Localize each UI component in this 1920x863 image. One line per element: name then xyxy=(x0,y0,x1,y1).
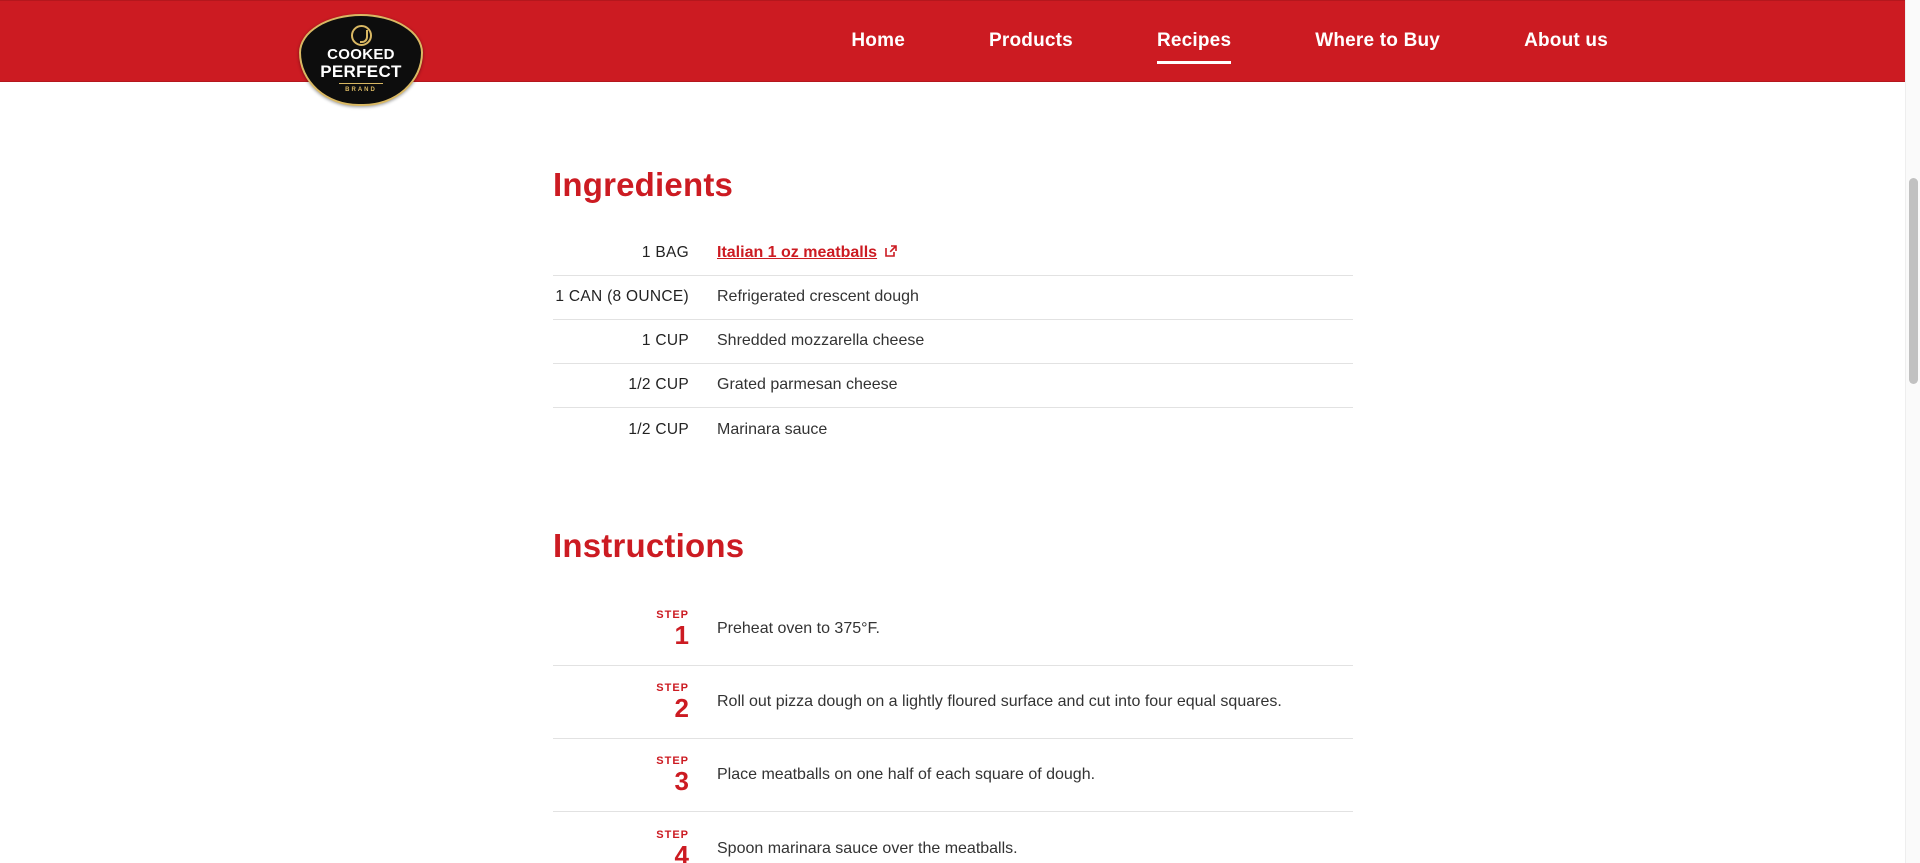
site-header xyxy=(0,0,1920,93)
ingredient-name: Marinara sauce xyxy=(703,407,1353,451)
table-row xyxy=(553,363,1353,407)
table-row xyxy=(553,666,1353,739)
step-label: STEP xyxy=(656,828,689,841)
external-link-icon[interactable] xyxy=(884,244,898,263)
step-label: STEP xyxy=(656,682,689,695)
step-label: STEP xyxy=(656,609,689,621)
page-scrollbar[interactable] xyxy=(1905,0,1920,863)
step-label: STEP xyxy=(656,755,689,768)
step-marker xyxy=(553,593,703,666)
step-number: 3 xyxy=(674,766,689,797)
step-marker xyxy=(553,666,703,739)
step-number: 4 xyxy=(674,839,689,863)
table-row xyxy=(553,275,1353,319)
instructions-table xyxy=(553,593,1353,863)
step-marker xyxy=(553,812,703,863)
logo-line-1: COOKED xyxy=(327,45,395,63)
nav-item-about-us[interactable]: About us xyxy=(1524,30,1608,51)
step-number: 2 xyxy=(674,693,689,724)
step-text: Roll out pizza dough on a lightly floured surface and cut into four equal squares. xyxy=(703,666,1353,739)
swirl-icon xyxy=(351,25,372,46)
ingredients-heading: Ingredients xyxy=(553,166,734,203)
step-number: 1 xyxy=(674,620,689,650)
logo-divider xyxy=(339,83,383,84)
table-row xyxy=(553,739,1353,812)
nav-item-where-to-buy[interactable]: Where to Buy xyxy=(1315,30,1441,51)
table-row xyxy=(553,231,1353,275)
nav-item-products[interactable]: Products xyxy=(988,30,1073,51)
table-row xyxy=(553,593,1353,666)
main-navigation xyxy=(809,1,1920,83)
step-text: Spoon marinara sauce over the meatballs. xyxy=(703,812,1353,863)
step-text: Preheat oven to 375°F. xyxy=(717,620,880,637)
ingredient-quantity: 1/2 CUP xyxy=(553,407,703,451)
ingredient-name: Shredded mozzarella cheese xyxy=(703,319,1353,363)
ingredient-name xyxy=(703,231,1353,275)
ingredients-table xyxy=(553,231,1353,451)
logo-shield xyxy=(299,14,423,106)
step-text: Place meatballs on one half of each square of dough. xyxy=(703,739,1353,812)
ingredient-quantity: 1 CUP xyxy=(553,319,703,363)
ingredient-quantity: 1 CAN (8 OUNCE) xyxy=(553,275,703,319)
table-row xyxy=(553,812,1353,863)
site-logo[interactable] xyxy=(299,14,423,106)
recipe-content xyxy=(0,166,1920,863)
ingredient-name: Refrigerated crescent dough xyxy=(703,275,1353,319)
nav-item-recipes[interactable]: Recipes xyxy=(1157,22,1231,62)
logo-brand-text: BRAND xyxy=(345,86,377,93)
logo-line-2: PERFECT xyxy=(320,61,402,81)
ingredient-name: Grated parmesan cheese xyxy=(703,363,1353,407)
table-row xyxy=(553,407,1353,451)
ingredient-link[interactable]: Italian 1 oz meatballs xyxy=(717,243,878,261)
table-row xyxy=(553,319,1353,363)
instructions-heading: Instructions xyxy=(553,527,745,565)
ingredient-quantity: 1/2 CUP xyxy=(553,363,703,407)
step-marker xyxy=(553,739,703,812)
nav-item-home[interactable]: Home xyxy=(851,30,905,51)
ingredient-quantity: 1 BAG xyxy=(641,244,689,262)
scrollbar-thumb[interactable] xyxy=(1909,178,1918,384)
